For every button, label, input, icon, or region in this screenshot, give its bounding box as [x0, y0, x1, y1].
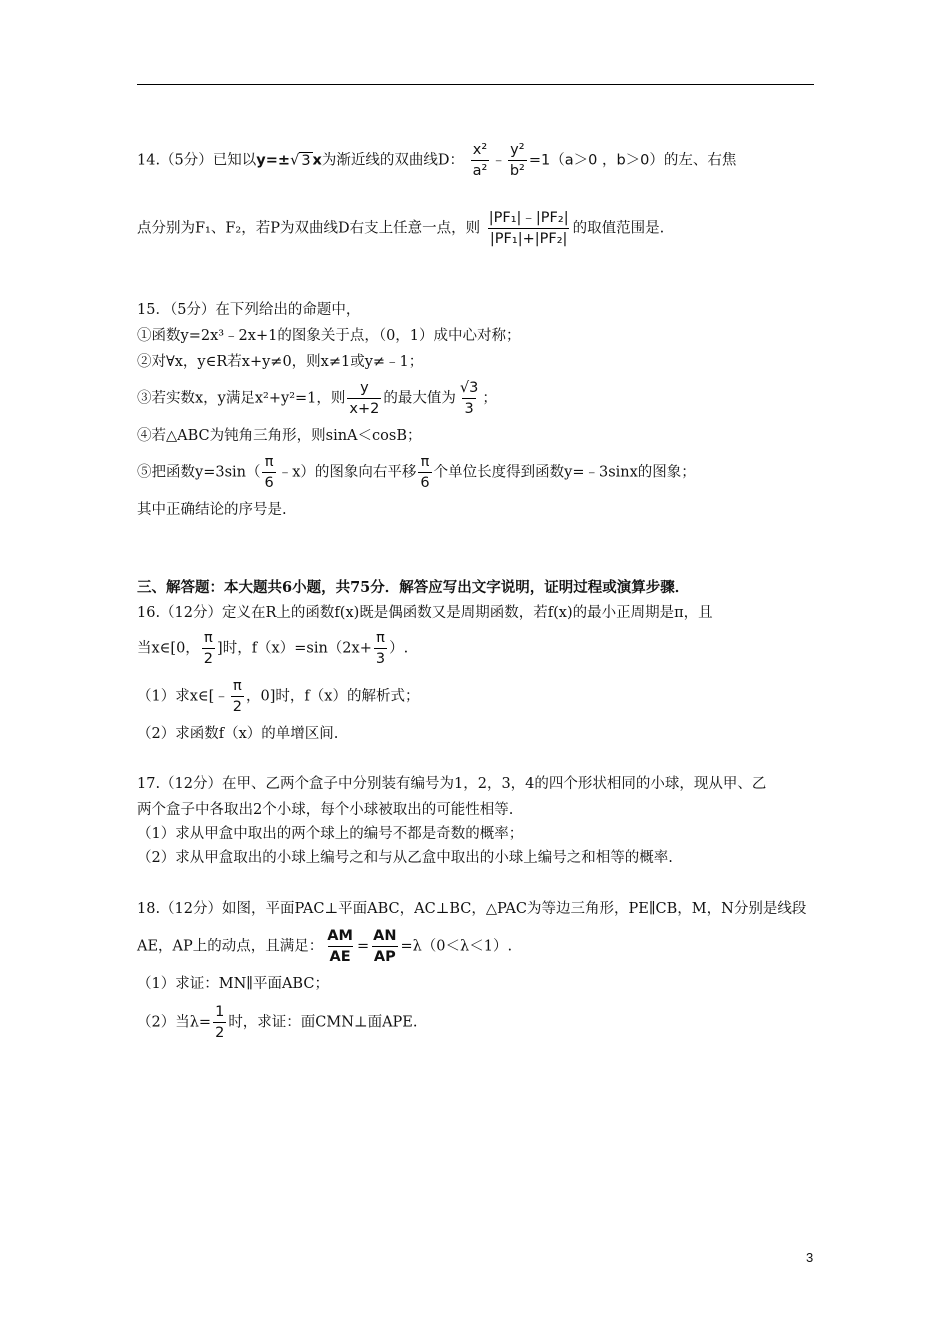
q14-sqrt: 3	[301, 152, 311, 169]
q15-p3: ③若实数x，y满足x²+y²=1，则 $\frac{y}{x+2}$ 的最大值为 $\frac{√3}{3}$ ；	[137, 380, 497, 417]
q15-p4: ④若△ABC为钝角三角形，则sinA＜cosB；	[137, 428, 422, 444]
q14-line1: 14.（5分）已知以y=±√ 3 x为渐近线的双曲线D： $\frac{\text{x²}}{\text{a²}}$ ﹣ $\frac{\text{y²}}{\text{b²}}$ =1（a＞0 ，b＞0）的左、右焦	[137, 142, 737, 179]
fraction: $\frac{\pi}{2}$	[203, 630, 214, 667]
q14-line2	[137, 208, 664, 249]
page-number: 3	[806, 1250, 814, 1265]
q14-text5: 的取值范围是.	[572, 220, 665, 237]
q15-p1: ①函数y=2x³﹣2x+1的图象关于点，（0，1）成中心对称；	[137, 328, 521, 344]
q15-p2: ②对∀x，y∈R若x+y≠0，则x≠1或y≠﹣1；	[137, 354, 424, 370]
q17-sub2: （2）求从甲盒取出的小球上编号之和与从乙盒中取出的小球上编号之和相等的概率.	[137, 850, 673, 866]
q14-eq: y=±	[256, 152, 291, 169]
q16-line1: 16.（12分）定义在R上的函数f(x)既是偶函数又是周期函数，若f(x)的最小正周期是π，且	[137, 605, 713, 621]
fraction: $\frac{AM}{AE}$	[327, 928, 353, 965]
fraction: $\frac{1}{2}$	[215, 1004, 225, 1041]
fraction: $\frac{\text{x²}}{\text{a²}}$	[472, 142, 488, 179]
fraction: $\frac{\text{|PF₁|﹣|PF₂|}}{\text{|PF₁|+|PF₂|}}$	[488, 210, 569, 247]
fraction: $\frac{\pi}{6}$	[420, 454, 430, 491]
q15-end: 其中正确结论的序号是.	[137, 502, 287, 518]
q17-line1: 17.（12分）在甲、乙两个盒子中分别装有编号为1，2，3，4的四个形状相同的小球，现从甲、乙	[137, 776, 767, 792]
q14-text3: =1（a＞0 ，b＞0）的左、右焦	[528, 152, 737, 169]
q15-title: 15．（5分）在下列给出的命题中，	[137, 302, 361, 318]
q17-sub1: （1）求从甲盒中取出的两个球上的编号不都是奇数的概率；	[137, 826, 524, 842]
q17-line2: 两个盒子中各取出2个小球，每个小球被取出的可能性相等.	[137, 802, 514, 818]
fraction: $\frac{\text{y²}}{\text{b²}}$	[509, 142, 525, 179]
q16-sub2: （2）求函数f（x）的单增区间.	[137, 726, 339, 742]
fraction: $\frac{AN}{AP}$	[373, 928, 397, 965]
q16-sub1: （1）求x∈[﹣ $\frac{\pi}{2}$ ，0]时，f（x）的解析式；	[137, 678, 420, 715]
fraction: $\frac{y}{x+2}$	[349, 380, 380, 417]
section3-heading: 三、解答题：本大题共6小题，共75分．解答应写出文字说明，证明过程或演算步骤．	[137, 579, 690, 596]
fraction: $\frac{√3}{3}$	[459, 380, 479, 417]
q18-sub2: （2）当λ= $\frac{1}{2}$ 时，求证：面CMN⊥面APE.	[137, 1004, 418, 1041]
q14-text: 14.（5分）已知以	[137, 152, 257, 169]
q18-line2: AE，AP上的动点，且满足： $\frac{AM}{AE}$ = $\frac{AN}{AP}$ =λ（0＜λ＜1）.	[137, 928, 513, 965]
q14-text2: 为渐近线的双曲线D：	[321, 152, 465, 169]
q18-sub1: （1）求证：MN∥平面ABC；	[137, 976, 329, 992]
q18-line1: 18.（12分）如图，平面PAC⊥平面ABC，AC⊥BC，△PAC为等边三角形，PE∥CB，M，N分别是线段	[137, 901, 807, 917]
fraction: $\frac{\pi}{3}$	[375, 630, 386, 667]
fraction: $\frac{\pi}{2}$	[232, 678, 243, 715]
q14-text4: 点分别为F₁、F₂，若P为双曲线D右支上任意一点，则	[137, 220, 481, 237]
header-rule	[137, 84, 814, 85]
q15-p5: ⑤把函数y=3sin（ $\frac{\pi}{6}$ ﹣x）的图象向右平移 $\frac{\pi}{6}$ 个单位长度得到函数y=﹣3sinx的图象；	[137, 454, 696, 491]
q16-line2: 当x∈[0， $\frac{\pi}{2}$ ]时，f（x）=sin（2x+ $\frac{\pi}{3}$ ）.	[137, 630, 409, 667]
q14-x: x	[312, 152, 322, 169]
fraction: $\frac{\pi}{6}$	[264, 454, 274, 491]
